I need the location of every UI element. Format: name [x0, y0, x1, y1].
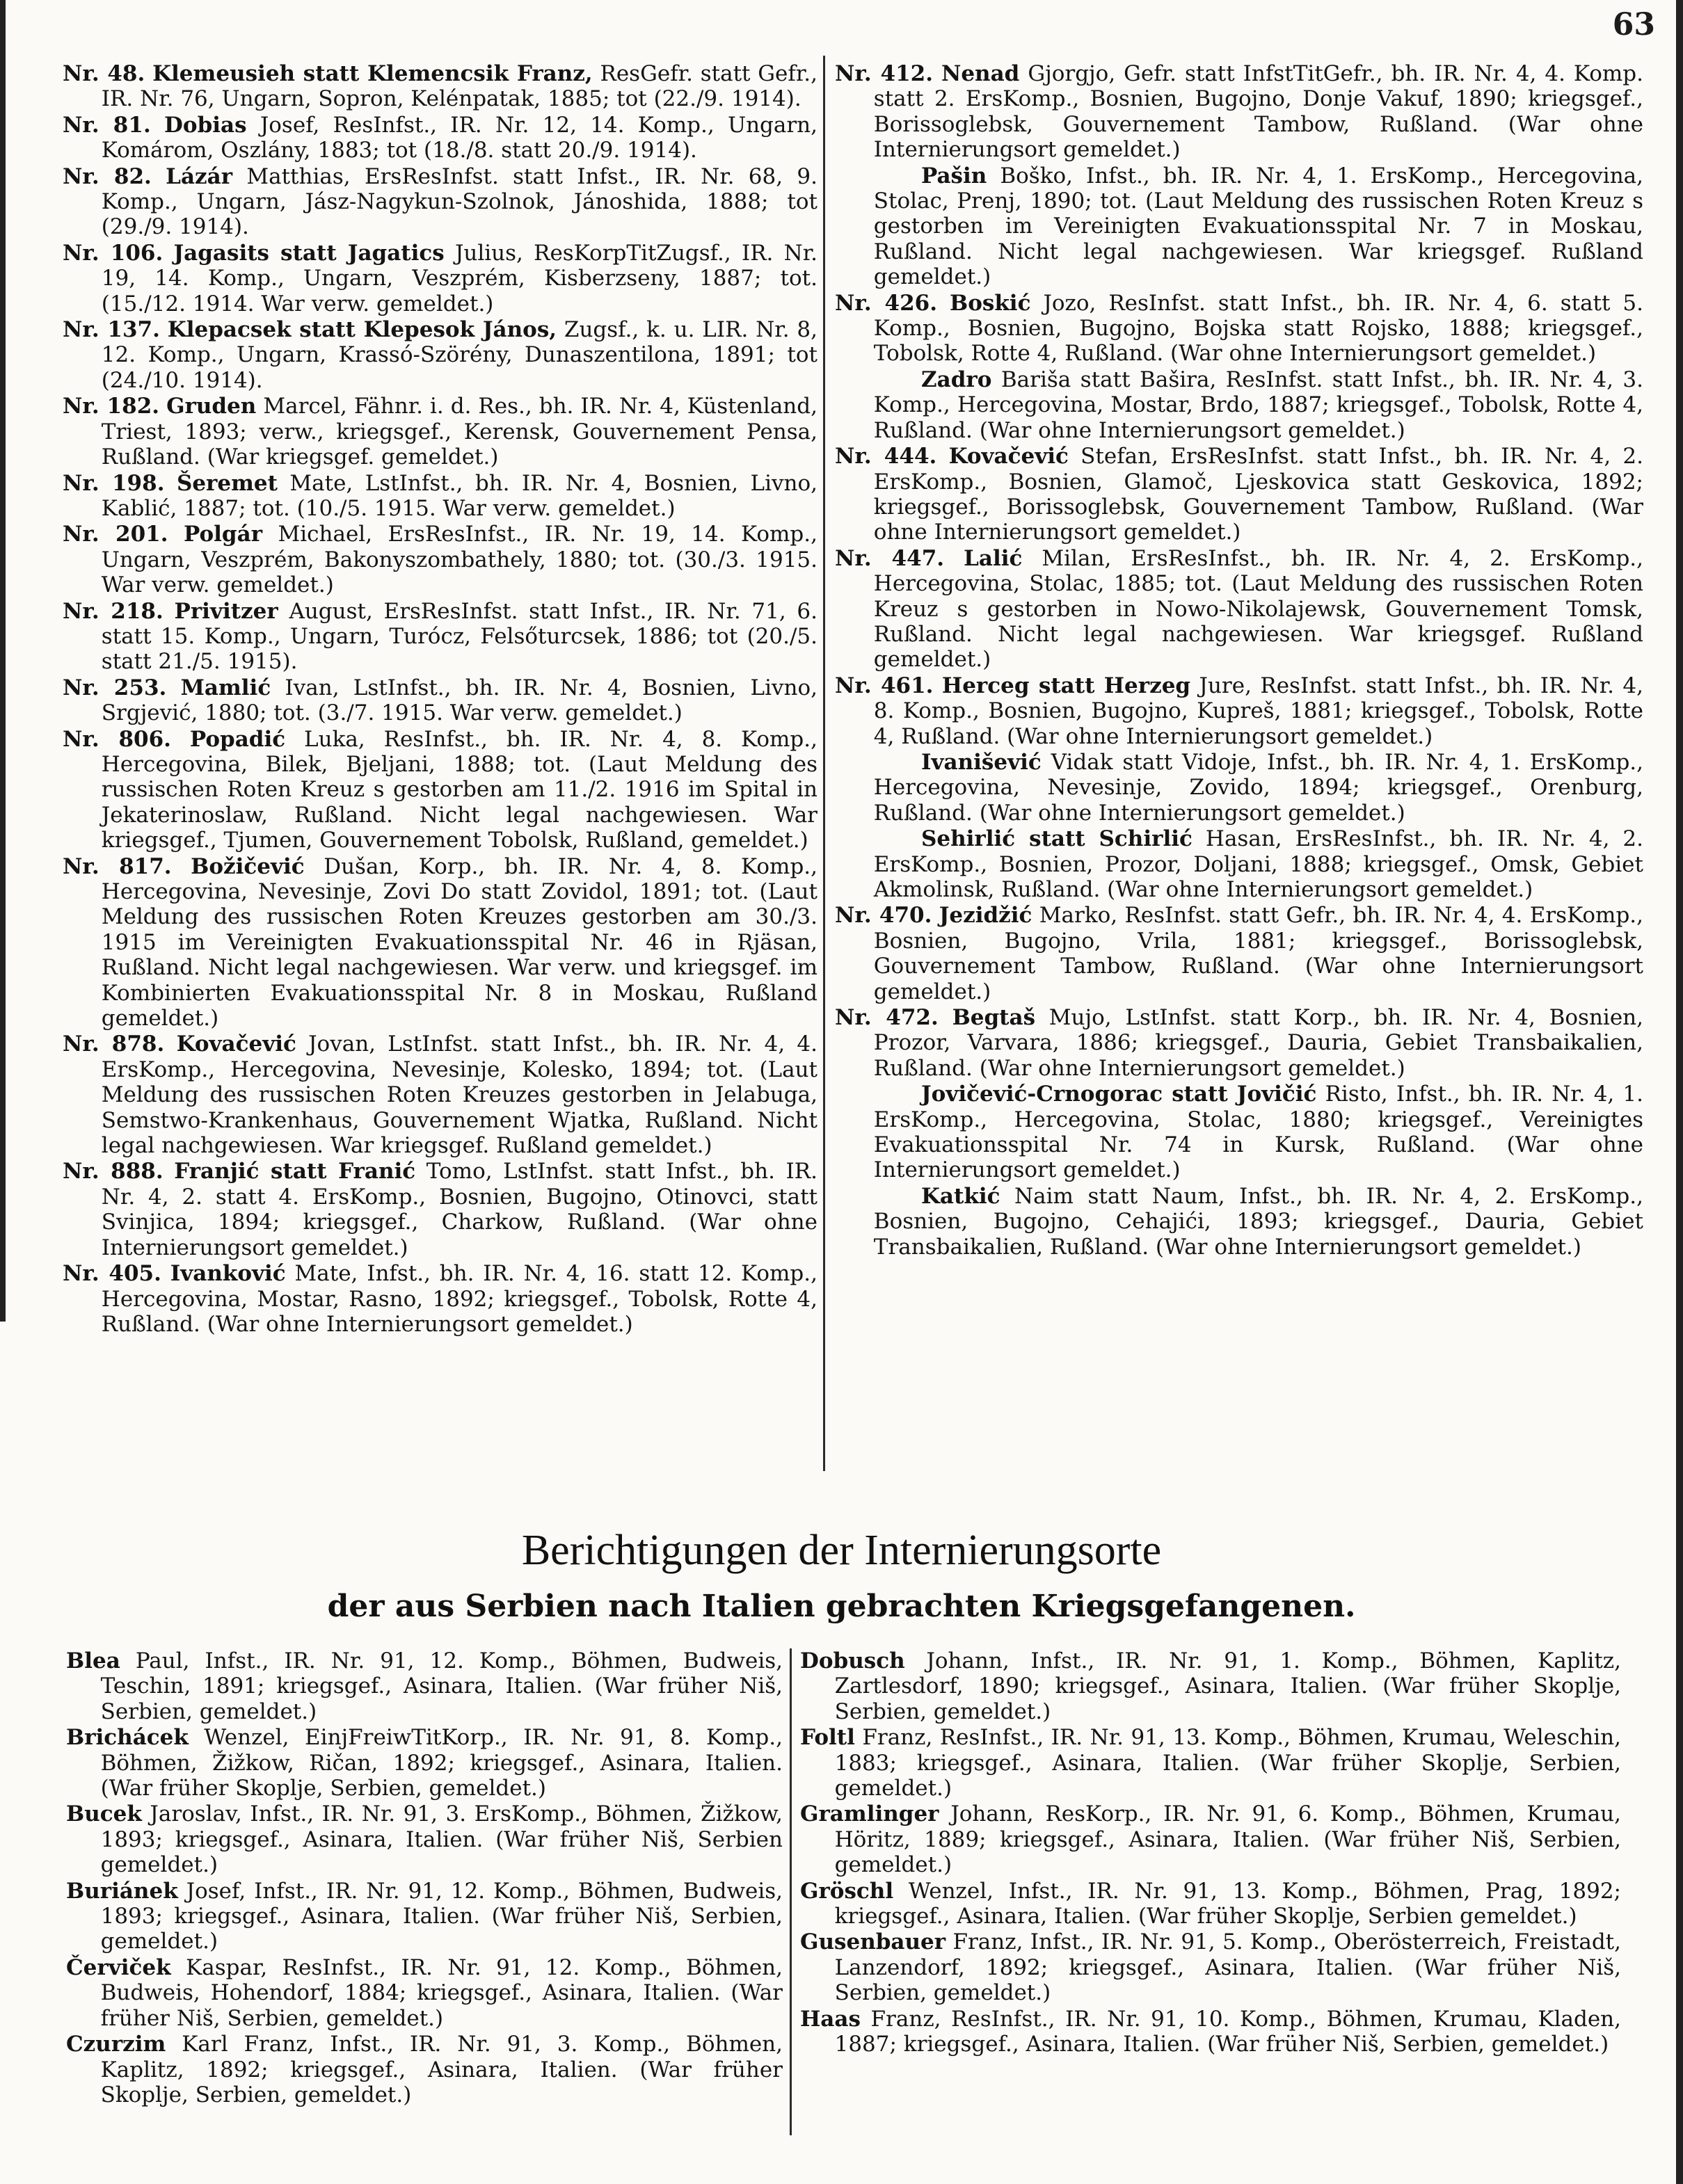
right-column: [835, 61, 1643, 1260]
entry-number: Nr. 81.: [63, 112, 151, 138]
entry-number: Nr. 806.: [63, 726, 171, 752]
entry-name: Buriánek: [66, 1878, 178, 1904]
page-number: 63: [1612, 7, 1655, 42]
entry-name: Gusenbauer: [800, 1929, 946, 1955]
list-item: [63, 61, 817, 112]
list-item: [66, 1648, 783, 1724]
list-item: [63, 394, 817, 469]
list-item: [835, 291, 1643, 367]
entry-text: Josef, ResInfst., IR. Nr. 12, 14. Komp., Ungarn, Komárom, Oszlány, 1883; tot (18./8. statt 20./9. 1914).: [101, 112, 818, 163]
list-item: [835, 750, 1643, 826]
bottom-right-column: [800, 1648, 1621, 2058]
list-item: [66, 1879, 783, 1954]
list-item: [800, 2007, 1621, 2057]
left-column: [63, 61, 817, 1338]
entry-text: Marcel, Fähnr. i. d. Res., bh. IR. Nr. 4, Küstenland, Triest, 1893; verw., kriegsgef., Kerensk, Gouvernement Pensa, Rußland. (War kriegsgef. gemeldet.): [101, 394, 817, 470]
list-item: [835, 1005, 1643, 1081]
entry-text: Ivan, LstInfst., bh. IR. Nr. 4, Bosnien, Livno, Srgjević, 1880; tot. (3./7. 1915. War verw. gemeldet.): [101, 675, 818, 726]
entry-number: Nr. 48.: [63, 61, 145, 86]
entry-name: Blea: [66, 1648, 120, 1673]
entry-name: Polgár: [184, 522, 263, 547]
entry-name: Haas: [800, 2006, 861, 2032]
list-item: [835, 546, 1643, 673]
entry-name: Lázár: [166, 163, 233, 189]
entry-name: Božičević: [191, 853, 305, 879]
entry-text: Gjorgjo, Gefr. statt InfstTitGefr., bh. IR. Nr. 4, 4. Komp. statt 2. ErsKomp., Bosnien, Bugojno, Donje Vakuf, 1890; kriegsgef., Borissoglebsk, Gouvernement Tambow, Rußland. (War ohne Internierungsort gemeldet.): [873, 61, 1643, 163]
list-item: [63, 675, 817, 726]
entry-text: Wenzel, EinjFreiwTitKorp., IR. Nr. 91, 8. Komp., Böhmen, Žižkow, Ričan, 1892; kriegsgef., Asinara, Italien. (War früher Skoplje, Serbien, gemeldet.): [100, 1725, 783, 1801]
list-item: [63, 1261, 817, 1337]
entry-number: Nr. 444.: [835, 444, 937, 469]
entry-text: Luka, ResInfst., bh. IR. Nr. 4, 8. Komp., Hercegovina, Bilek, Bjeljani, 1888; tot. (Laut Meldung des russischen Roten Kreuz s gestorben am 11./2. 1916 im Spital in Jekaterinoslaw, Rußland. Nicht legal nachgewiesen. War kriegsgef., Tjumen, Gouvernement Tobolsk, Rußland, gemeldet.): [101, 726, 817, 853]
list-item: [63, 241, 817, 316]
entry-name: Jovičević-Crnogorac statt Jovičić: [920, 1082, 1317, 1107]
edge-mark-left: [0, 0, 6, 1322]
entry-name: Katkić: [920, 1183, 1000, 1209]
list-item: [835, 61, 1643, 163]
entry-name: Pašin: [920, 163, 987, 188]
list-item: [800, 1879, 1621, 1929]
list-item: [835, 163, 1643, 290]
entry-number: Nr. 106.: [63, 240, 163, 266]
entry-number: Nr. 82.: [63, 163, 152, 189]
entry-text: Stefan, ErsResInfst. statt Infst., bh. IR. Nr. 4, 2. ErsKomp., Bosnien, Glamoč, Ljeskovica statt Geskovica, 1892; kriegsgef., Borissoglebsk, Gouvernement Tambow, Rußland. (War ohne Internierungsort gemeldet.): [873, 444, 1644, 545]
entry-text: Karl Franz, Infst., IR. Nr. 91, 3. Komp., Böhmen, Kaplitz, 1892; kriegsgef., Asinara, Italien. (War früher Skoplje, Serbien, gemeldet.): [100, 2032, 783, 2107]
entry-text: Dušan, Korp., bh. IR. Nr. 4, 8. Komp., Hercegovina, Nevesinje, Zovi Do statt Zovidol, 1891; tot. (Laut Meldung des russischen Roten Kreuzes gestorben am 30./3. 1915 im Vereinigten Evakuationsspital Nr. 46 in Rjäsan, Rußland. Nicht legal nachgewiesen. War verw. und kriegsgef. im Kombinierten Evakuationsspital Nr. 8 in Moskau, Rußland gemeldet.): [101, 853, 817, 1031]
list-item: [66, 2032, 783, 2107]
entry-text: Franz, Infst., IR. Nr. 91, 5. Komp., Oberösterreich, Freistadt, Lanzendorf, 1892; kriegsgef., Asinara, Italien. (War früher Niš, Serbien, gemeldet.): [834, 1929, 1621, 2006]
edge-mark-right: [1676, 0, 1683, 2184]
entry-number: Nr. 405.: [63, 1261, 161, 1287]
entry-text: Josef, Infst., IR. Nr. 91, 12. Komp., Böhmen, Budweis, 1893; kriegsgef., Asinara, Italien. (War früher Niš, Serbien, gemeldet.): [100, 1878, 783, 1954]
entry-name: Klemeusieh statt Klemencsik Franz,: [152, 61, 593, 86]
entry-name: Kovačević: [176, 1031, 296, 1057]
entry-text: Mujo, LstInfst. statt Korp., bh. IR. Nr. 4, Bosnien, Prozor, Varvara, 1886; kriegsgef., Dauria, Gebiet Transbaikalien, Rußland. (War ohne Internierungsort gemeldet.): [873, 1005, 1644, 1081]
entry-number: Nr. 253.: [63, 675, 167, 700]
entry-name: Popadić: [189, 726, 286, 752]
entry-name: Begtaš: [952, 1005, 1036, 1031]
entry-text: Jovan, LstInfst. statt Infst., bh. IR. Nr. 4, 4. ErsKomp., Hercegovina, Nevesinje, Kolesko, 1894; tot. (Laut Meldung des russischen Roten Kreuzes gestorben in Jelabuga, Semstwo-Krankenhaus, Gouvernement Wjatka, Rußland. Nicht legal nachgewiesen. War kriegsgef. Rußland gemeldet.): [101, 1031, 817, 1159]
entry-name: Dobias: [164, 112, 247, 138]
entry-number: Nr. 878.: [63, 1031, 165, 1057]
entry-number: Nr. 461.: [835, 673, 934, 698]
list-item: [63, 1159, 817, 1260]
entry-name: Brichácek: [66, 1725, 189, 1751]
entry-name: Nenad: [941, 61, 1020, 86]
entry-name: Foltl: [800, 1725, 855, 1751]
entry-name: Mamlić: [180, 675, 271, 700]
entry-name: Czurzim: [66, 2032, 166, 2057]
list-item: [63, 471, 817, 522]
entry-text: Wenzel, Infst., IR. Nr. 91, 13. Komp., Böhmen, Prag, 1892; kriegsgef., Asinara, Italien. (War früher Skoplje, Serbien gemeldet.): [834, 1878, 1621, 1929]
entry-text: Marko, ResInfst. statt Gefr., bh. IR. Nr. 4, 4. ErsKomp., Bosnien, Bugojno, Vrila, 1881; kriegsgef., Borissoglebsk, Gouvernement Tambow, Rußland. (War ohne Internierungsort gemeldet.): [873, 903, 1644, 1004]
entry-text: Risto, Infst., bh. IR. Nr. 4, 1. ErsKomp., Hercegovina, Stolac, 1880; kriegsgef., Vereinigtes Evakuationsspital Nr. 74 in Kursk, Rußland. (War ohne Internierungsort gemeldet.): [873, 1082, 1643, 1183]
list-item: [835, 1184, 1643, 1260]
entry-text: ResGefr. statt Gefr., IR. Nr. 76, Ungarn, Sopron, Kelénpatak, 1885; tot (22./9. 1914).: [101, 61, 817, 112]
entry-text: Tomo, LstInfst. statt Infst., bh. IR. Nr. 4, 2. statt 4. ErsKomp., Bosnien, Bugojno, Otinovci, statt Svinjica, 1894; kriegsgef., Charkow, Rußland. (War ohne Internierungsort gemeldet.): [101, 1159, 817, 1260]
list-item: [66, 1801, 783, 1877]
entry-text: Johann, ResKorp., IR. Nr. 91, 6. Komp., Böhmen, Krumau, Höritz, 1889; kriegsgef., Asinara, Italien. (War früher Niš, Serbien, gemeldet.): [834, 1801, 1622, 1878]
section-subtitle: der aus Serbien nach Italien gebrachten Kriegsgefangenen.: [327, 1589, 1356, 1624]
entry-text: Mate, LstInfst., bh. IR. Nr. 4, Bosnien, Livno, Kablić, 1887; tot. (10./5. 1915. War verw. gemeldet.): [101, 470, 817, 521]
entry-number: Nr. 888.: [63, 1159, 163, 1185]
entry-text: Michael, ErsResInfst., IR. Nr. 19, 14. Komp., Ungarn, Veszprém, Bakonyszombathely, 1880; tot. (30./3. 1915. War verw. gemeldet.): [101, 522, 817, 598]
list-item: [63, 164, 817, 240]
entry-number: Nr. 472.: [835, 1005, 939, 1031]
list-item: [800, 1929, 1621, 2005]
entry-text: Jure, ResInfst. statt Infst., bh. IR. Nr. 4, 8. Komp., Bosnien, Bugojno, Kupreš, 1881; kriegsgef., Tobolsk, Rotte 4, Rußland. (War ohne Internierungsort gemeldet.): [873, 673, 1643, 749]
entry-text: Mate, Infst., bh. IR. Nr. 4, 16. statt 12. Komp., Hercegovina, Mostar, Rasno, 1892; kriegsgef., Tobolsk, Rotte 4, Rußland. (War ohne Internierungsort gemeldet.): [101, 1261, 817, 1337]
list-item: [835, 673, 1643, 749]
entry-number: Nr. 447.: [835, 545, 945, 571]
list-item: [800, 1801, 1621, 1877]
entry-text: Matthias, ErsResInfst. statt Infst., IR. Nr. 68, 9. Komp., Ungarn, Jász-Nagykun-Szolnok, Jánoshida, 1888; tot (29./9. 1914).: [101, 163, 817, 240]
entry-name: Ivanišević: [920, 749, 1042, 775]
entry-name: Bucek: [66, 1801, 142, 1827]
entry-number: Nr. 137.: [63, 317, 160, 343]
bottom-left-column: [66, 1648, 783, 2108]
entry-name: Gramlinger: [800, 1801, 939, 1827]
entry-name: Jezidžić: [939, 903, 1032, 929]
entry-name: Lalić: [964, 545, 1023, 571]
list-item: [800, 1648, 1621, 1724]
entry-name: Boskić: [950, 290, 1031, 316]
column-divider: [823, 56, 825, 1471]
entry-text: Franz, ResInfst., IR. Nr. 91, 13. Komp., Böhmen, Krumau, Weleschin, 1883; kriegsgef., Asinara, Italien. (War früher Skoplje, Serbien, gemeldet.): [834, 1725, 1621, 1801]
entry-name: Franjić statt Franić: [174, 1159, 416, 1185]
list-item: [835, 444, 1643, 545]
entry-text: Franz, ResInfst., IR. Nr. 91, 10. Komp., Böhmen, Krumau, Kladen, 1887; kriegsgef., Asinara, Italien. (War früher Niš, Serbien, gemeldet.): [834, 2006, 1621, 2057]
entry-text: Vidak statt Vidoje, Infst., bh. IR. Nr. 4, 1. ErsKomp., Hercegovina, Nevesinje, Zovido, 1894; kriegsgef., Orenburg, Rußland. (War ohne Internierungsort gemeldet.): [873, 749, 1643, 826]
entry-number: Nr. 182.: [63, 394, 160, 419]
entry-name: Šeremet: [176, 470, 278, 496]
entry-name: Červiček: [66, 1954, 171, 1980]
list-item: [835, 826, 1643, 902]
entry-number: Nr. 426.: [835, 290, 938, 316]
list-item: [63, 317, 817, 393]
entry-name: Ivanković: [170, 1261, 286, 1287]
entry-text: Boško, Infst., bh. IR. Nr. 4, 1. ErsKomp., Hercegovina, Stolac, Prenj, 1890; tot. (Laut Meldung des russischen Roten Kreuz s gestorben im Vereinigten Evakuationsspital Nr. 7 in Moskau, Rußland. Nicht legal nachgewiesen. War kriegsgef. Rußland gemeldet.): [873, 163, 1643, 290]
entry-name: Herceg statt Herzeg: [941, 673, 1191, 698]
entry-text: Paul, Infst., IR. Nr. 91, 12. Komp., Böhmen, Budweis, Teschin, 1891; kriegsgef., Asinara, Italien. (War früher Niš, Serbien, gemeldet.): [100, 1648, 783, 1724]
list-item: [63, 1031, 817, 1158]
list-item: [63, 599, 817, 675]
list-item: [835, 1082, 1643, 1183]
entry-text: Johann, Infst., IR. Nr. 91, 1. Komp., Böhmen, Kaplitz, Zartlesdorf, 1890; kriegsgef., Asinara, Italien. (War früher Skoplje, Serbien, gemeldet.): [834, 1648, 1621, 1724]
entry-text: Hasan, ErsResInfst., bh. IR. Nr. 4, 2. ErsKomp., Bosnien, Prozor, Doljani, 1888; kriegsgef., Omsk, Gebiet Akmolinsk, Rußland. (War ohne Internierungsort gemeldet.): [873, 826, 1644, 902]
entry-number: Nr. 218.: [63, 598, 163, 624]
entry-number: Nr. 470.: [835, 903, 932, 929]
list-item: [63, 113, 817, 163]
entry-name: Jagasits statt Jagatics: [173, 240, 445, 266]
entry-number: Nr. 412.: [835, 61, 934, 86]
entry-name: Gruden: [166, 394, 257, 419]
list-item: [835, 367, 1643, 443]
entry-name: Gröschl: [800, 1878, 894, 1904]
entry-name: Privitzer: [174, 598, 278, 624]
list-item: [66, 1955, 783, 2031]
list-item: [66, 1725, 783, 1801]
list-item: [63, 854, 817, 1031]
entry-number: Nr. 201.: [63, 522, 168, 547]
entry-text: Milan, ErsResInfst., bh. IR. Nr. 4, 2. ErsKomp., Hercegovina, Stolac, 1885; tot. (Laut Meldung des russischen Roten Kreuz s gestorben in Nowo-Nikolajewsk, Gouvernement Tomsk, Rußland. Nicht legal nachgewiesen. War kriegsgef. Rußland gemeldet.): [873, 545, 1644, 673]
entry-name: Dobusch: [800, 1648, 905, 1673]
entry-number: Nr. 817.: [63, 853, 172, 879]
entry-text: Naim statt Naum, Infst., bh. IR. Nr. 4, 2. ErsKomp., Bosnien, Bugojno, Cehajići, 1893; kriegsgef., Dauria, Gebiet Transbaikalien, Rußland. (War ohne Internierungsort gemeldet.): [873, 1183, 1643, 1260]
entry-name: Klepacsek statt Klepesok János,: [167, 317, 557, 343]
bottom-column-divider: [790, 1648, 792, 2135]
entry-name: Kovačević: [948, 444, 1069, 469]
section-title: Berichtigungen der Internierungsorte: [521, 1527, 1162, 1574]
list-item: [63, 522, 817, 597]
entry-number: Nr. 198.: [63, 470, 165, 496]
entry-text: August, ErsResInfst. statt Infst., IR. Nr. 71, 6. statt 15. Komp., Ungarn, Turócz, Felsőturcsek, 1886; tot (20./5. statt 21./5. 1915).: [101, 598, 818, 675]
entry-name: Sehirlić statt Schirlić: [920, 826, 1193, 852]
list-item: [800, 1725, 1621, 1801]
entry-name: Zadro: [920, 367, 992, 392]
entry-text: Jaroslav, Infst., IR. Nr. 91, 3. ErsKomp., Böhmen, Žižkow, 1893; kriegsgef., Asinara, Italien. (War früher Niš, Serbien gemeldet.): [100, 1801, 783, 1878]
entry-text: Jozo, ResInfst. statt Infst., bh. IR. Nr. 4, 6. statt 5. Komp., Bosnien, Bugojno, Bojska statt Rojsko, 1888; kriegsgef., Tobolsk, Rotte 4, Rußland. (War ohne Internierungsort gemeldet.): [873, 290, 1644, 367]
list-item: [63, 727, 817, 853]
entry-text: Zugsf., k. u. LIR. Nr. 8, 12. Komp., Ungarn, Krassó-Szörény, Dunaszentilona, 1891; tot (24./10. 1914).: [101, 317, 817, 393]
entry-text: Kaspar, ResInfst., IR. Nr. 91, 12. Komp., Böhmen, Budweis, Hohendorf, 1884; kriegsgef., Asinara, Italien. (War früher Niš, Serbien, gemeldet.): [100, 1954, 783, 2031]
entry-text: Bariša statt Bašira, ResInfst. statt Infst., bh. IR. Nr. 4, 3. Komp., Hercegovina, Mostar, Brdo, 1887; kriegsgef., Tobolsk, Rotte 4, Rußland. (War ohne Internierungsort gemeldet.): [873, 367, 1644, 443]
list-item: [835, 903, 1643, 1004]
entry-text: Julius, ResKorpTitZugsf., IR. Nr. 19, 14. Komp., Ungarn, Veszprém, Kisberzseny, 1887; tot. (15./12. 1914. War verw. gemeldet.): [101, 240, 817, 316]
